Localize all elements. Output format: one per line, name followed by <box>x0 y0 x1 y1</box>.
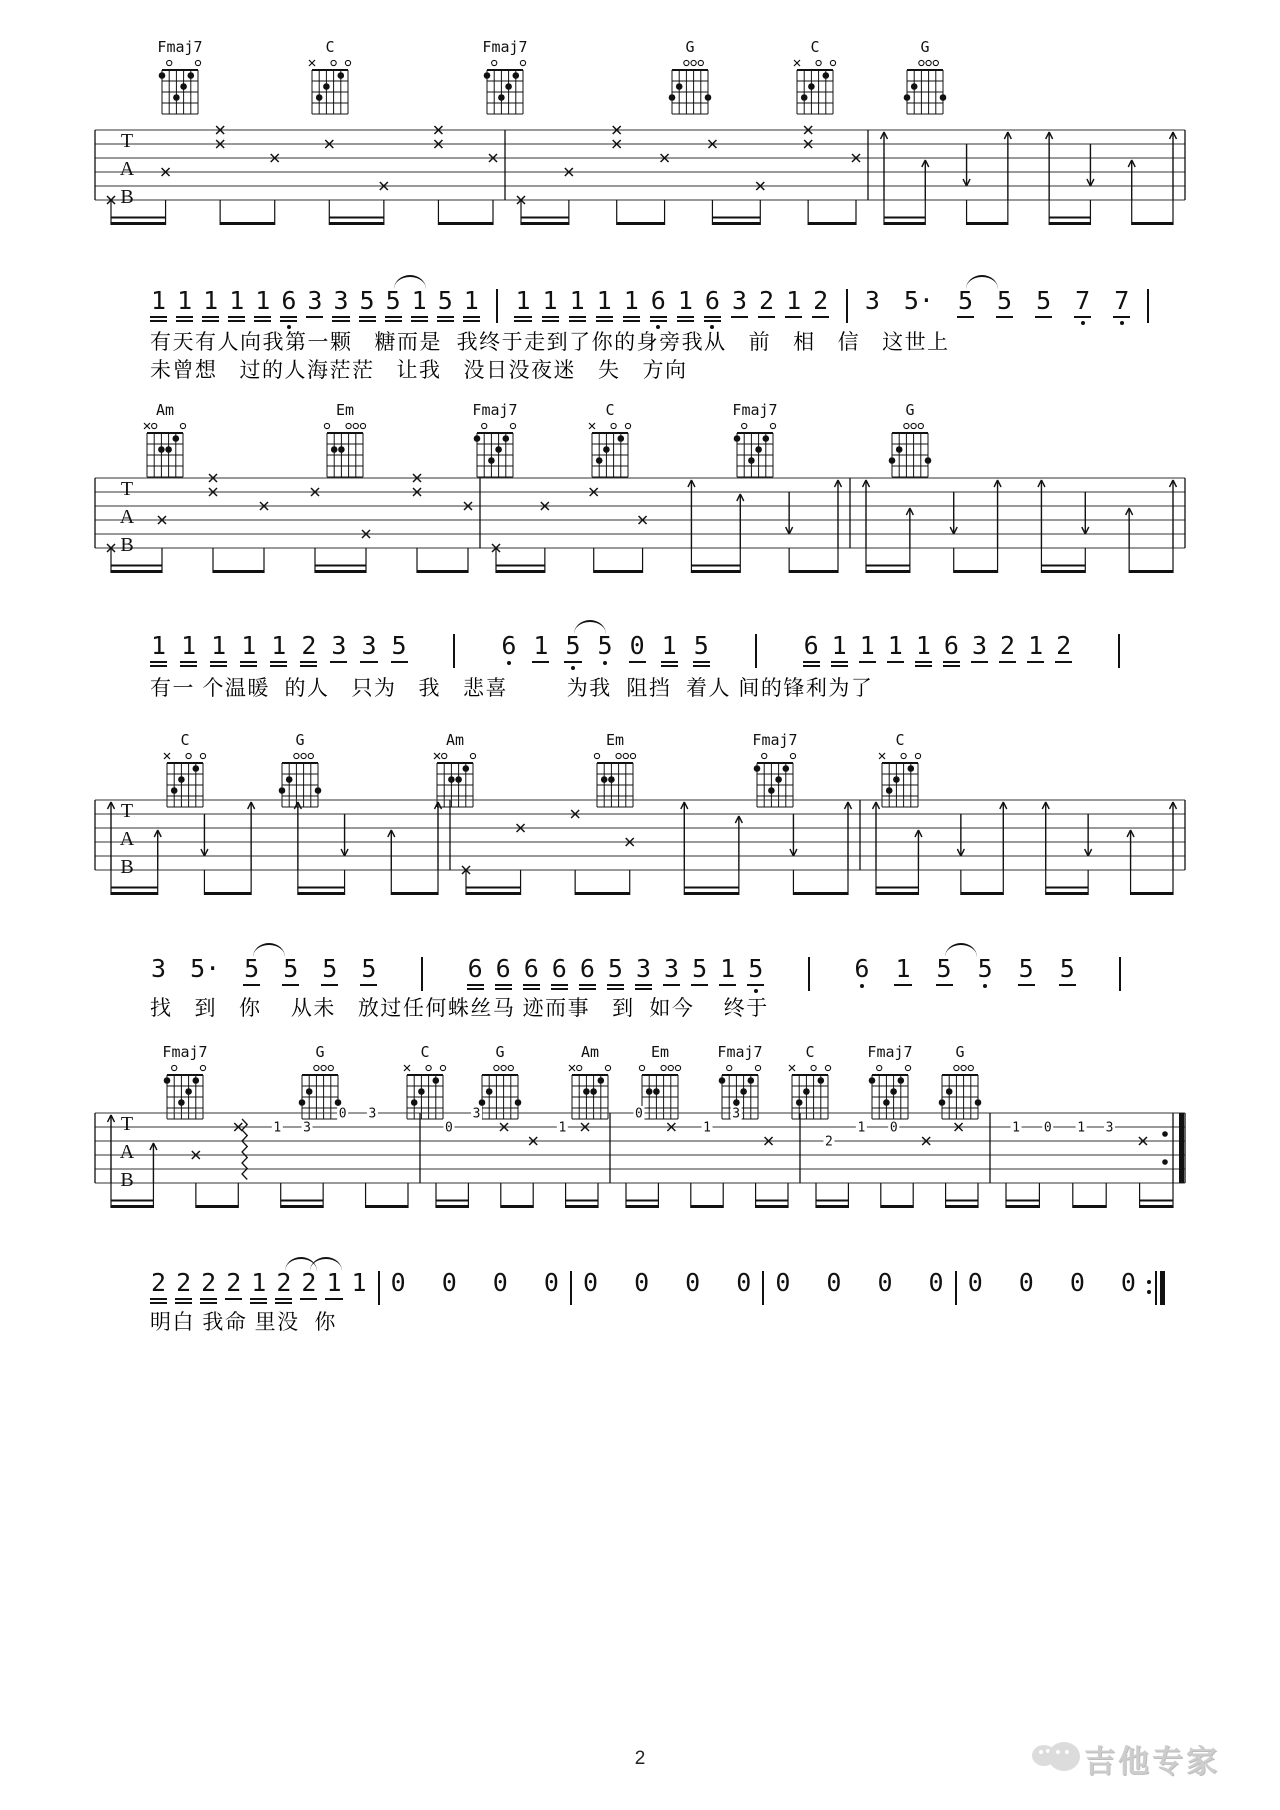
svg-text:1: 1 <box>273 1120 282 1136</box>
jianpu-measure <box>150 1270 368 1304</box>
jianpu-note: 2 <box>200 1270 217 1304</box>
tab-letter: A <box>119 158 135 180</box>
chord-grid <box>787 57 843 117</box>
jianpu-note: 1 <box>719 956 736 986</box>
svg-text:1: 1 <box>1012 1120 1020 1136</box>
chord-name: Am <box>580 1043 600 1061</box>
jianpu-note: 1 <box>325 1270 342 1300</box>
svg-text:1: 1 <box>857 1120 866 1136</box>
jianpu-note: 1 <box>894 956 911 986</box>
jianpu-note: 1 <box>831 633 848 667</box>
jianpu-barline <box>755 634 757 668</box>
chord-name: G <box>905 401 915 419</box>
jianpu-note: 1 <box>210 633 227 667</box>
jianpu-note: 1 <box>150 633 167 667</box>
tab-letter: A <box>119 828 135 850</box>
jianpu-note: 2 <box>999 633 1016 663</box>
jianpu-barline <box>762 1271 764 1305</box>
chord-name: Fmaj7 <box>867 1043 913 1061</box>
chord-grid <box>897 57 953 117</box>
svg-text:1: 1 <box>1077 1120 1086 1136</box>
watermark-label: 吉他专家 <box>1084 1744 1220 1779</box>
jianpu-note: 5 <box>693 633 710 667</box>
svg-text:3: 3 <box>1105 1120 1114 1136</box>
chord-name: C <box>895 731 905 749</box>
chord-name: Am <box>445 731 465 749</box>
tie-arc <box>253 943 285 957</box>
chord-name: C <box>420 1043 430 1061</box>
jianpu-note: 1 <box>915 633 932 667</box>
jianpu-barline <box>1119 957 1121 991</box>
jianpu-note: 5 <box>282 956 299 986</box>
jianpu-measure <box>500 633 709 670</box>
jianpu-note: 5 <box>385 288 402 322</box>
chord-name: G <box>955 1043 965 1061</box>
jianpu-note: 0 <box>685 1268 701 1297</box>
jianpu-note: 1 <box>677 288 694 322</box>
chord-name: G <box>315 1043 325 1061</box>
jianpu-note: 1 <box>180 633 197 667</box>
jianpu-note: 1 <box>661 633 678 667</box>
chord-name: C <box>180 731 190 749</box>
chord-name: Em <box>605 731 625 749</box>
chord-G <box>645 40 735 122</box>
jianpu-barline <box>421 957 423 991</box>
jianpu-note: 3 <box>971 633 988 663</box>
jianpu-note: 2 <box>175 1270 192 1304</box>
jianpu-measure <box>967 1270 1137 1295</box>
jianpu-note: 6 <box>500 633 517 665</box>
tab-letter: A <box>119 506 135 528</box>
tab-letter: T <box>120 478 134 500</box>
jianpu-note: 6 <box>650 288 667 329</box>
jianpu-note: 1 <box>542 288 559 322</box>
jianpu-barline <box>846 289 848 323</box>
chord-grid <box>302 57 358 117</box>
chord-name: G <box>295 731 305 749</box>
jianpu-note: 1 <box>1027 633 1044 663</box>
svg-text:1: 1 <box>703 1120 711 1136</box>
jianpu-barline <box>808 957 810 991</box>
lyrics-line: 未曾想 过的人海茫茫 让我 没日没夜迷 失 方向 <box>150 359 688 382</box>
chord-grid <box>477 57 533 117</box>
jianpu-line <box>150 633 1165 670</box>
jianpu-note: 6 <box>579 956 596 990</box>
jianpu-note: 1 <box>250 1270 267 1304</box>
jianpu-note: 0 <box>629 633 646 663</box>
jianpu-note: 0 <box>775 1268 791 1297</box>
jianpu-measure <box>864 288 1130 325</box>
jianpu-measure <box>390 1270 560 1295</box>
chord-name: Fmaj7 <box>157 38 203 56</box>
chord-name: C <box>325 38 335 56</box>
jianpu-note: 3 <box>635 956 652 990</box>
tab-staff <box>70 468 1200 590</box>
svg-text:0: 0 <box>338 1106 347 1122</box>
svg-text:3: 3 <box>732 1106 741 1122</box>
jianpu-measure <box>853 956 1075 988</box>
jianpu-note: 6 <box>943 633 960 667</box>
jianpu-note: 0 <box>928 1268 944 1297</box>
jianpu-note: 1 <box>514 288 531 322</box>
jianpu-note: 5 <box>957 288 974 318</box>
jianpu-barline <box>496 289 498 323</box>
jianpu-note: 1 <box>859 633 876 663</box>
wechat-bubbles-icon <box>1032 1737 1084 1781</box>
jianpu-note: 0 <box>492 1268 508 1297</box>
jianpu-note: 1 <box>532 633 549 663</box>
jianpu-barline <box>1118 634 1120 668</box>
jianpu-note: 5 <box>691 956 708 986</box>
jianpu-note: 6 <box>467 956 484 990</box>
jianpu-note: 1 <box>887 633 904 663</box>
jianpu-note: 3 <box>330 633 347 663</box>
jianpu-note: 0 <box>1120 1268 1136 1297</box>
chord-name: Fmaj7 <box>732 401 778 419</box>
jianpu-measure <box>774 1270 944 1295</box>
jianpu-note: 3 <box>151 954 167 983</box>
svg-text:0: 0 <box>1043 1120 1052 1136</box>
chord-name: C <box>605 401 615 419</box>
chord-name: C <box>805 1043 815 1061</box>
jianpu-note: 0 <box>1069 1268 1085 1297</box>
page-number: 2 <box>634 1748 646 1769</box>
jianpu-barline <box>955 1271 957 1305</box>
tab-letter: T <box>120 1113 134 1135</box>
jianpu-barline <box>570 1271 572 1305</box>
tie-arc <box>966 275 998 289</box>
svg-text:3: 3 <box>303 1120 311 1136</box>
chord-name: Em <box>650 1043 670 1061</box>
tab-letter: B <box>120 1169 134 1191</box>
jianpu-measure <box>582 1270 752 1295</box>
jianpu-note: 6 <box>280 288 297 329</box>
chord-name: Fmaj7 <box>482 38 528 56</box>
jianpu-measure <box>150 956 377 986</box>
jianpu-note: 1 <box>150 288 167 322</box>
jianpu-measure <box>803 633 1073 667</box>
jianpu-note: 0 <box>543 1268 559 1297</box>
svg-text:0: 0 <box>889 1120 898 1136</box>
chord-name: Am <box>155 401 175 419</box>
jianpu-note: 5 <box>607 956 624 990</box>
jianpu-barline <box>378 1271 380 1305</box>
jianpu-note: 1 <box>351 1268 367 1297</box>
jianpu-note: 5 <box>437 288 454 322</box>
jianpu-note: 2 <box>300 1270 317 1300</box>
jianpu-note: 7 <box>1074 288 1091 325</box>
jianpu-note: 5 <box>977 956 994 988</box>
svg-text:3: 3 <box>472 1106 481 1122</box>
tab-staff <box>70 120 1200 242</box>
jianpu-note: 5 <box>359 288 376 322</box>
chord-Fmaj7 <box>135 40 225 122</box>
svg-text:1: 1 <box>558 1120 567 1136</box>
chord-grid <box>152 57 208 117</box>
jianpu-note: 5 <box>1035 288 1052 318</box>
jianpu-note: 3 <box>360 633 377 663</box>
jianpu-note: 0 <box>634 1268 650 1297</box>
chord-name: C <box>810 38 820 56</box>
jianpu-note: 1 <box>623 288 640 322</box>
jianpu-note: 2 <box>300 633 317 667</box>
chord-C <box>770 40 860 122</box>
jianpu-note: 6 <box>495 956 512 990</box>
jianpu-note: 1 <box>176 288 193 322</box>
jianpu-note: 2 <box>225 1270 242 1300</box>
jianpu-note: 0 <box>826 1268 842 1297</box>
jianpu-note: 3 <box>731 288 748 318</box>
tab-letter: T <box>120 130 134 152</box>
jianpu-note: 0 <box>736 1268 752 1297</box>
jianpu-note: 0 <box>967 1268 983 1297</box>
jianpu-measure <box>150 633 408 667</box>
chord-name: G <box>920 38 930 56</box>
tab-letter: B <box>120 856 134 878</box>
jianpu-barline <box>1147 289 1149 323</box>
svg-text:3: 3 <box>368 1106 377 1122</box>
jianpu-note: 2 <box>275 1270 292 1304</box>
tie-arc <box>945 943 977 957</box>
jianpu-note: 1 <box>270 633 287 667</box>
jianpu-measure <box>467 956 765 993</box>
tab-letter: B <box>120 186 134 208</box>
jianpu-note: 6 <box>704 288 721 329</box>
jianpu-note: 1 <box>596 288 613 322</box>
jianpu-note: 0 <box>441 1268 457 1297</box>
tab-staff <box>70 790 1200 912</box>
jianpu-note: 5 <box>391 633 408 663</box>
jianpu-note: 1 <box>569 288 586 322</box>
jianpu-note: 2 <box>1055 633 1072 663</box>
jianpu-note: 5 <box>597 633 614 665</box>
jianpu-note: 6 <box>523 956 540 990</box>
chord-name: Fmaj7 <box>162 1043 208 1061</box>
chord-name: Fmaj7 <box>752 731 798 749</box>
jianpu-note: 5 <box>936 956 953 986</box>
tab-letter: B <box>120 534 134 556</box>
chord-name: G <box>495 1043 505 1061</box>
jianpu-note: 2 <box>812 288 829 318</box>
jianpu-note: 5 <box>747 956 764 993</box>
jianpu-end-repeat <box>1147 1271 1165 1305</box>
jianpu-line <box>150 288 1165 329</box>
jianpu-barline <box>453 634 455 668</box>
jianpu-note: 6 <box>551 956 568 990</box>
jianpu-note: 5 <box>321 956 338 986</box>
jianpu-note: 6 <box>853 956 870 988</box>
chord-grid <box>662 57 718 117</box>
jianpu-note: 0 <box>877 1268 893 1297</box>
jianpu-note: 0 <box>1018 1268 1034 1297</box>
jianpu-line <box>150 1270 1165 1305</box>
jianpu-note: 1 <box>254 288 271 322</box>
jianpu-note: 7 <box>1113 288 1130 325</box>
jianpu-line <box>150 956 1165 993</box>
jianpu-note: 6 <box>803 633 820 667</box>
jianpu-note: 3 <box>663 956 680 986</box>
tab-letter: T <box>120 800 134 822</box>
lyrics-line: 明白 我命 里没 你 <box>150 1311 337 1334</box>
chord-G <box>880 40 970 122</box>
jianpu-note: 1 <box>202 288 219 322</box>
jianpu-note: 5 <box>996 288 1013 318</box>
jianpu-note: 5 <box>564 633 581 670</box>
svg-text:0: 0 <box>635 1106 643 1122</box>
jianpu-note: 5 <box>360 956 377 986</box>
chord-name: Em <box>335 401 355 419</box>
jianpu-note: 1 <box>240 633 257 667</box>
lyrics-line: 有一 个温暖 的人 只为 我 悲喜 为我 阻挡 着人 间的锋利为了 <box>150 677 874 700</box>
tab-letter: A <box>119 1141 135 1163</box>
jianpu-note: 0 <box>583 1268 599 1297</box>
jianpu-note: 5 <box>243 956 260 986</box>
jianpu-note: 5· <box>190 954 221 983</box>
jianpu-note: 3 <box>864 286 880 315</box>
jianpu-note: 1 <box>785 288 802 318</box>
jianpu-note: 3 <box>332 288 349 322</box>
jianpu-note: 5· <box>903 286 934 315</box>
jianpu-note: 5 <box>1018 956 1035 986</box>
chord-name: G <box>685 38 695 56</box>
jianpu-measure <box>150 288 480 329</box>
svg-text:2: 2 <box>825 1134 833 1150</box>
lyrics-line: 有天有人向我第一颗 糖而是 我终于走到了你的身旁我从 前 相 信 这世上 <box>150 331 950 354</box>
jianpu-note: 5 <box>1059 956 1076 986</box>
jianpu-note: 1 <box>463 288 480 322</box>
jianpu-note: 1 <box>228 288 245 322</box>
watermark <box>1032 1736 1220 1781</box>
jianpu-note: 1 <box>411 288 428 322</box>
chord-Fmaj7 <box>460 40 550 122</box>
chord-name: Fmaj7 <box>472 401 518 419</box>
chord-C <box>285 40 375 122</box>
tab-staff <box>70 1103 1200 1225</box>
jianpu-measure <box>514 288 829 329</box>
jianpu-note: 3 <box>306 288 323 318</box>
jianpu-note: 2 <box>150 1270 167 1304</box>
svg-text:0: 0 <box>445 1120 453 1136</box>
lyrics-line: 找 到 你 从未 放过任何蛛丝马 迹而事 到 如今 终于 <box>150 997 769 1020</box>
jianpu-note: 2 <box>758 288 775 318</box>
jianpu-note: 0 <box>390 1268 406 1297</box>
chord-name: Fmaj7 <box>717 1043 763 1061</box>
